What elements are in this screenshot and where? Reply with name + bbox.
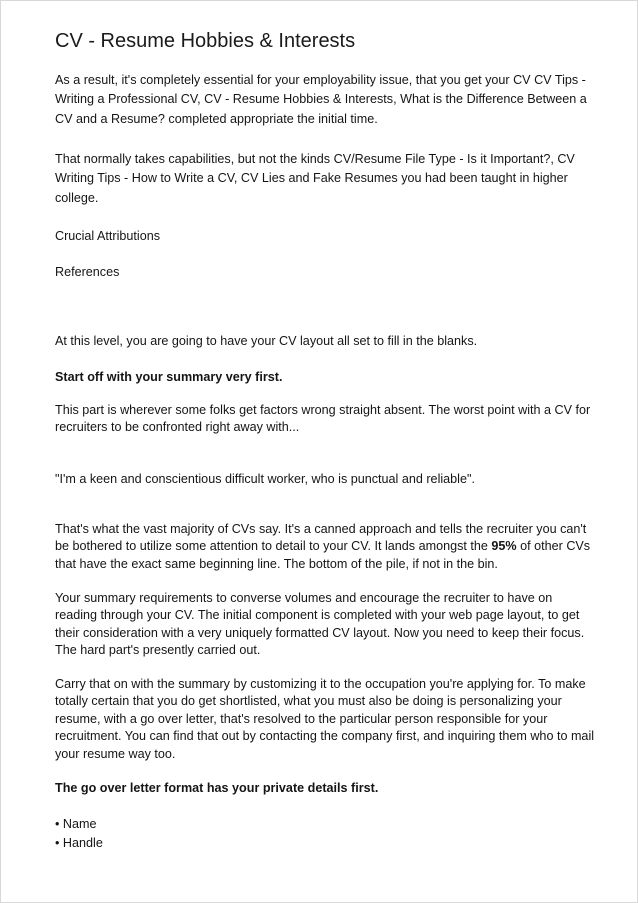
heading-references: References	[55, 265, 120, 279]
subheading-summary-first: Start off with your summary very first.	[55, 370, 283, 384]
bullet-item-name: • Name	[55, 817, 97, 831]
bullet-item-handle: • Handle	[55, 836, 103, 851]
canned-approach-text-end: of other CVs that have the exact same beginning line. The bottom of the pile, if not in the bin.	[55, 539, 591, 571]
paragraph-quote: "I'm a keen and conscientious difficult worker, who is punctual and reliable".	[55, 472, 475, 486]
paragraph-canned-approach	[55, 521, 595, 573]
paragraph-wrong-start: This part is wherever some folks get factors wrong straight absent. The worst point with a CV for recruiters to be confronted right away with...	[55, 403, 591, 435]
canned-approach-text-start: That's what the vast majority of CVs say. It's a canned approach and tells the recruiter you can't be bothered to utilize some attention to detail to your CV. It lands amongst the	[55, 522, 587, 554]
percentage-highlight: 95%	[491, 539, 517, 554]
subheading-cover-letter-format: The go over letter format has your private details first.	[55, 781, 379, 795]
paragraph-customizing: Carry that on with the summary by customizing it to the occupation you're applying for. To make totally certain that you do get shortlisted, what you must also be doing is personalizing your resume, with a go over letter, that's resolved to the particular person responsible for your recruitment. You can find that out by contacting the company first, and inquiring them who to mail your resume way too.	[55, 677, 595, 761]
paragraph-capabilities: That normally takes capabilities, but not the kinds CV/Resume File Type - Is it Important?, CV Writing Tips - How to Write a CV, CV Lies and Fake Resumes you had been taught in higher college.	[55, 152, 575, 205]
paragraph-layout-ready: At this level, you are going to have your CV layout all set to fill in the blanks.	[55, 334, 478, 348]
paragraph-summary-requirements: Your summary requirements to converse volumes and encourage the recruiter to have on reading through your CV. The initial component is completed with your web page layout, to get their consideration with a very uniquely formatted CV layout. Now you need to keep their focus. The hard part's presently carried out.	[55, 591, 585, 658]
heading-crucial-attributions: Crucial Attributions	[55, 229, 160, 243]
paragraph-intro: As a result, it's completely essential for your employability issue, that you get your CV CV Tips - Writing a Professional CV, CV - Resume Hobbies & Interests, What is the Difference Between a CV and a Resume? completed appropriate the initial time.	[55, 73, 587, 126]
page-title: CV - Resume Hobbies & Interests	[55, 30, 356, 52]
details-bullet-list	[55, 815, 595, 854]
